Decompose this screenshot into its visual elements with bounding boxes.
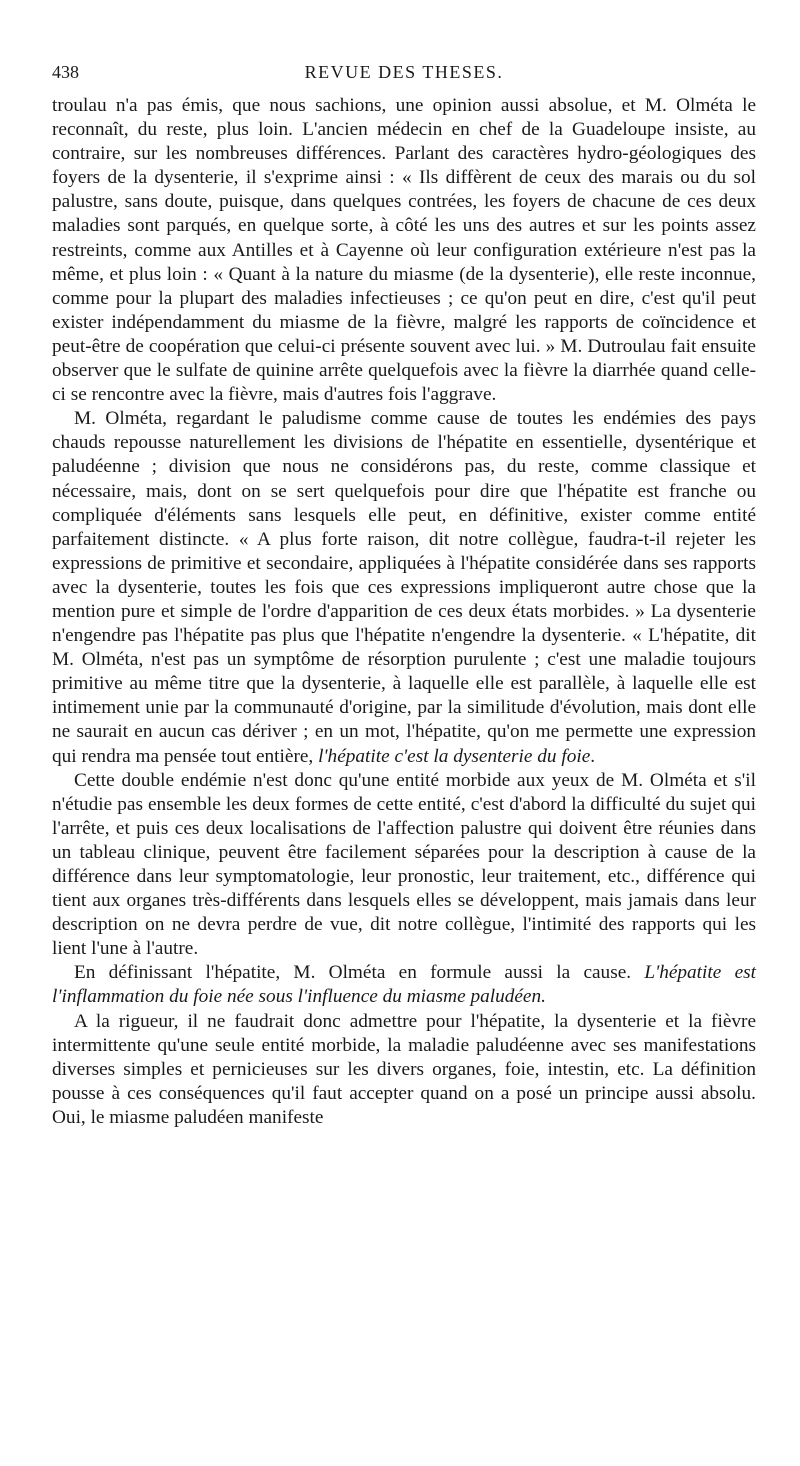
paragraph-4-italic-definition: L'hépatite est l'inflammation du foie née sous l'influence du miasme paludéen. xyxy=(52,962,756,1008)
running-title: REVUE DES THESES. xyxy=(304,62,504,82)
paragraph-4 xyxy=(52,961,756,1009)
paragraph-4-text: En définissant l'hépatite, M. Olméta en formule aussi la cause. xyxy=(74,962,645,984)
paragraph-3-text: Cette double endémie n'est donc qu'une entité morbide aux yeux de M. Olméta et s'il n'étudie pas ensemble les deux formes de cette entité, c'est d'abord la difficulté du sujet qui l'arrête, et puis ces deux localisations de l'affection palustre qui doivent être réunies dans un tableau clinique, peuvent être facilement séparées pour la description à cause de la différence dans leur symptomatologie, leur pronostic, leur traitement, etc., différence qui tient aux organes très-différents dans lesquels elles se développent, mais jamais dans leur description on ne devra perdre de vue, dit notre collègue, l'intimité des rapports qui les lient l'une à l'autre. xyxy=(52,769,756,960)
paragraph-1 xyxy=(52,94,756,407)
paragraph-5-text: A la rigueur, il ne faudrait donc admettre pour l'hépatite, la dysenterie et la fièvre intermittente qu'une seule entité morbide, la maladie paludéenne avec ses manifestations diverses simples et pernicieuses sur les divers organes, foie, intestin, etc. La définition pousse à ces conséquences qu'il faut accepter quand on a posé un principe aussi absolu. Oui, le miasme paludéen manifeste xyxy=(52,1010,756,1128)
page-number: 438 xyxy=(52,62,79,82)
paragraph-5 xyxy=(52,1010,756,1130)
paragraph-3 xyxy=(52,769,756,962)
running-head xyxy=(52,62,756,88)
body-text xyxy=(52,94,756,1130)
paragraph-2 xyxy=(52,407,756,768)
paragraph-1-text: troulau n'a pas émis, que nous sachions, une opinion aussi absolue, et M. Olméta le reconnaît, du reste, plus loin. L'ancien médecin en chef de la Guadeloupe insiste, au contraire, sur les nombreuses différences. Parlant des caractères hydro-géologiques des foyers de la dysenterie, il s'exprime ainsi : « Ils diffèrent de ceux des marais ou du sol palustre, sans doute, puisque, dans quelques contrées, les foyers de chacune de ces deux maladies sont parqués, en quelque sorte, à côté les uns des autres et sur les points assez restreints, comme aux Antilles et à Cayenne où leur configuration extérieure n'est pas la même, et plus loin : « Quant à la nature du miasme (de la dysenterie), elle reste inconnue, comme pour la plupart des maladies infectieuses ; ce qu'on peut en dire, c'est qu'il peut exister indépendamment du miasme de la fièvre, malgré les rapports de coïncidence et peut-être de coopération que celui-ci présente souvent avec lui. » M. Dutroulau fait ensuite observer que le sulfate de quinine arrête quelquefois avec la fièvre la diarrhée quand celle-ci se rencontre avec la fièvre, mais d'autres fois l'aggrave. xyxy=(52,95,756,406)
paragraph-2-text: M. Olméta, regardant le paludisme comme cause de toutes les endémies des pays chauds repousse naturellement les divisions de l'hépatite en essentielle, dysentérique et paludéenne ; division que nous ne considérons pas, du reste, comme classique et nécessaire, mais, dont on se sert quelquefois pour dire que l'hépatite est franche ou compliquée d'éléments sans lesquels elle peut, en définitive, exister comme entité parfaitement distincte. « A plus forte raison, dit notre collègue, faudra-t-il rejeter les expressions de primitive et secondaire, appliquées à l'hépatite considérée dans ses rapports avec la dysenterie, toutes les fois que ces expressions impliqueront autre chose que la mention pure et simple de l'ordre d'apparition de ces deux états morbides. » La dysenterie n'engendre pas l'hépatite pas plus que l'hépatite n'engendre la dysenterie. « L'hépatite, dit M. Olméta, n'est pas un symptôme de résorption purulente ; c'est une maladie toujours primitive au même titre que la dysenterie, à laquelle elle est parallèle, à laquelle elle est intimement unie par la communauté d'origine, par la similitude d'évolution, mais dont elle ne saurait en aucun cas dériver ; en un mot, l'hépatite, qu'on me permette une expression qui rendra ma pensée tout entière, xyxy=(52,408,756,767)
document-page xyxy=(52,62,756,1130)
paragraph-2-italic-phrase: l'hépatite c'est la dysenterie du foie xyxy=(318,745,591,767)
paragraph-2-end: . xyxy=(590,745,596,767)
